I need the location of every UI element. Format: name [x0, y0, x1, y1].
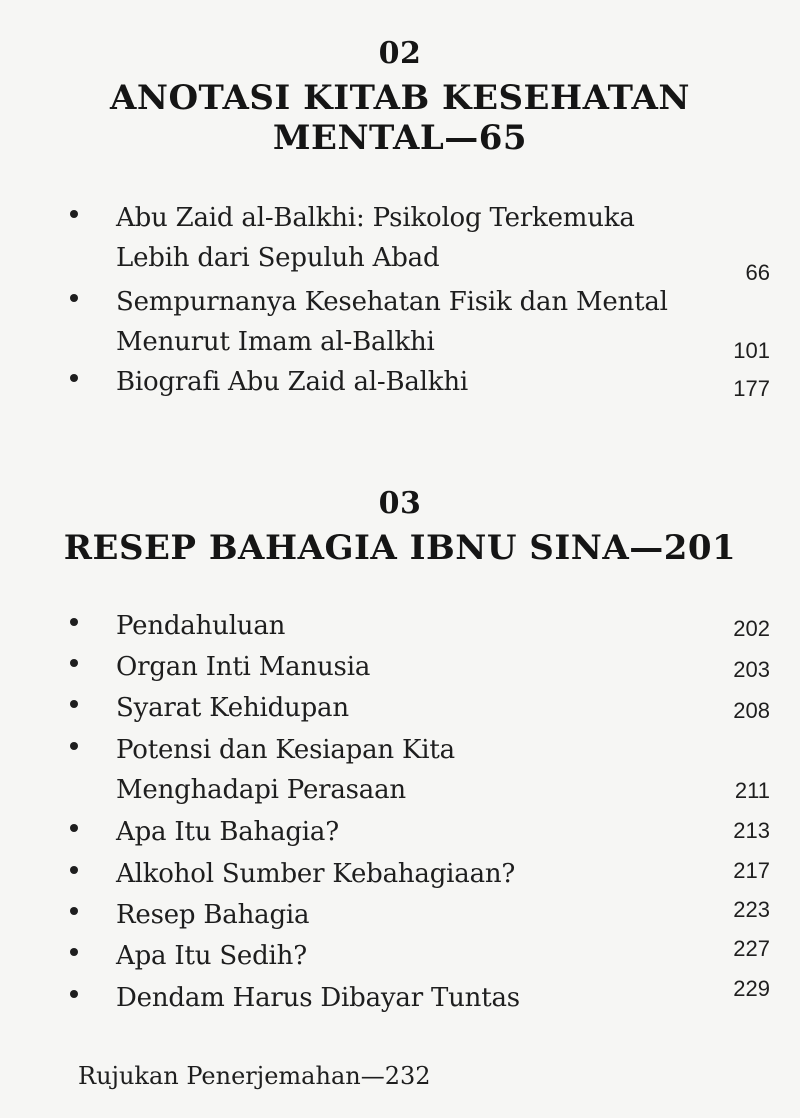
bullet-icon [70, 294, 78, 302]
bullet-icon [70, 866, 78, 874]
toc-entry-title: Sempurnanya Kesehatan Fisik dan Mental Menurut Imam al-Balkhi [116, 287, 668, 357]
toc-entry-title: Syarat Kehidupan [116, 693, 349, 723]
toc-entry-page: 223 [733, 897, 770, 922]
toc-entry-title: Abu Zaid al-Balkhi: Psikolog Terkemuka Lebih dari Sepuluh Abad [116, 203, 635, 273]
toc-entry-page: 202 [733, 616, 770, 641]
bullet-icon [70, 742, 78, 750]
toc-entry-page: 101 [733, 338, 770, 363]
toc-entry-title: Apa Itu Sedih? [116, 941, 307, 971]
section-03-title: RESEP BAHAGIA IBNU SINA—201 [63, 528, 737, 568]
toc-entry-title: Apa Itu Bahagia? [116, 817, 339, 847]
section-02-title-line1: ANOTASI KITAB KESEHATAN [109, 78, 691, 118]
bullet-icon [70, 618, 78, 626]
bullet-icon [70, 948, 78, 956]
toc-entry-title: Biografi Abu Zaid al-Balkhi [116, 367, 469, 397]
bullet-icon [70, 990, 78, 998]
toc-entry-page: 227 [733, 936, 770, 961]
toc-entry-title: Dendam Harus Dibayar Tuntas [116, 983, 520, 1013]
bullet-icon [70, 210, 78, 218]
toc-entry-page: 203 [733, 657, 770, 682]
toc-entry-page: 217 [733, 858, 770, 883]
section-03-number: 03 [378, 486, 422, 521]
toc-entry-page: 229 [733, 976, 770, 1001]
toc-entry-title: Pendahuluan [116, 611, 286, 641]
toc-entry-page: 211 [734, 778, 770, 803]
bullet-icon [70, 824, 78, 832]
toc-entry-page: 213 [733, 818, 770, 843]
bullet-icon [70, 659, 78, 667]
section-02-number: 02 [378, 36, 422, 71]
toc-entry-title: Resep Bahagia [116, 900, 310, 930]
bullet-icon [70, 374, 78, 382]
toc-entry-title: Organ Inti Manusia [116, 652, 371, 682]
toc-entry-title: Potensi dan Kesiapan Kita Menghadapi Perasaan [116, 735, 455, 805]
bullet-icon [70, 907, 78, 915]
bullet-icon [70, 700, 78, 708]
toc-entry-page: 177 [733, 376, 770, 401]
toc-entry-page: 66 [745, 260, 770, 285]
section-02-title-line2: MENTAL—65 [272, 118, 528, 158]
toc-entry-title: Alkohol Sumber Kebahagiaan? [116, 859, 516, 889]
translation-references: Rujukan Penerjemahan—232 [78, 1062, 431, 1090]
toc-entry-page: 208 [733, 698, 770, 723]
